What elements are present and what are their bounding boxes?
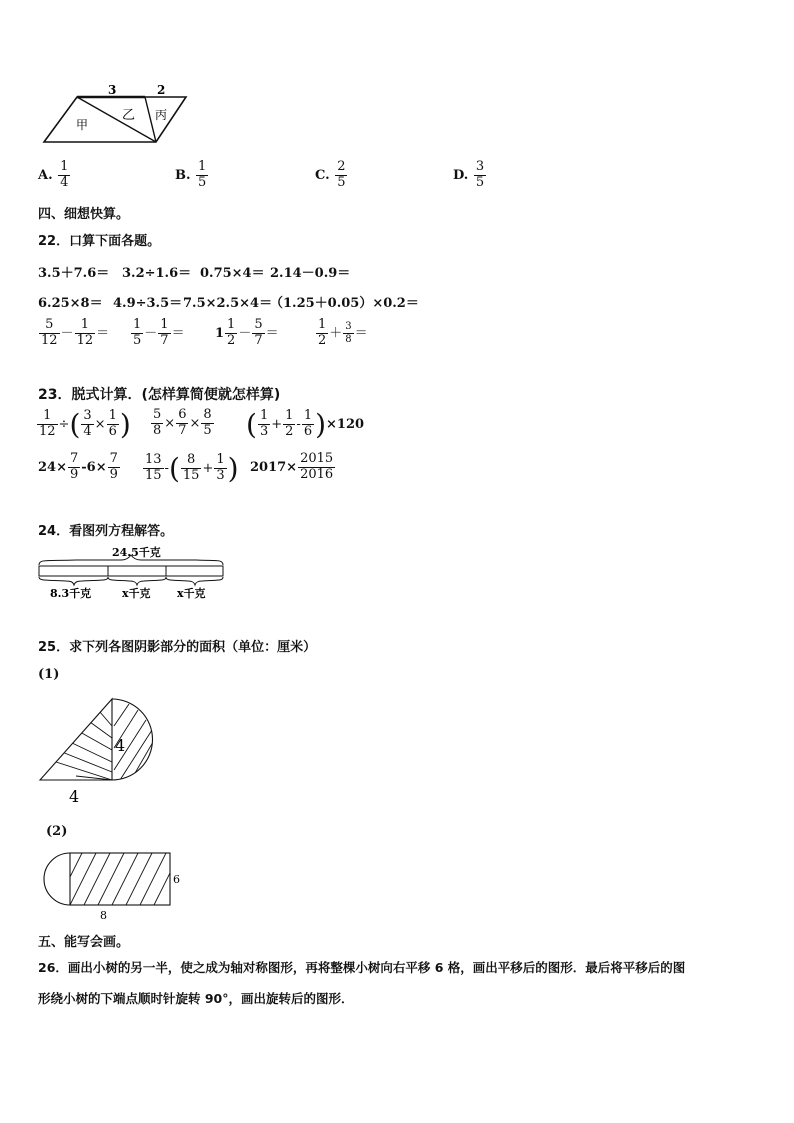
option-d[interactable]: D. $\frac{3}{5}$ bbox=[453, 159, 485, 190]
q22-r2-e2: 4.9÷3.5＝ bbox=[113, 296, 183, 311]
q23-e6: 2017× $\frac{2015}{2016}$ bbox=[250, 451, 334, 482]
region-jia: 甲 bbox=[76, 118, 89, 132]
q22-r2-e3: 7.5×2.5×4＝ bbox=[183, 296, 273, 311]
label-3: 3 bbox=[108, 83, 117, 97]
q25-p2-height-dim: 6 bbox=[173, 873, 180, 886]
q23-title: 23．脱式计算．(怎样算简便就怎样算) bbox=[38, 387, 281, 403]
q23-e4: 24× $\frac{7}{9}$ -6× $\frac{7}{9}$ bbox=[38, 451, 118, 482]
q25-figure-1 bbox=[36, 692, 166, 807]
q25-p1-side-dim: 4 bbox=[115, 736, 126, 755]
q26-line-1: 26．画出小树的另一半，使之成为轴对称图形，再将整棵小树向右平移 6 格，画出平移后的图形．最后将平移后的图 bbox=[38, 960, 686, 975]
q24-title: 24．看图列方程解答。 bbox=[38, 524, 174, 539]
option-a[interactable]: A. $\frac{1}{4}$ bbox=[38, 159, 69, 190]
q24-seg2-label: x千克 bbox=[122, 587, 151, 600]
q22-r1-e2: 3.2÷1.6＝ bbox=[122, 266, 192, 281]
q25-title: 25．求下列各图阴影部分的面积（单位：厘米） bbox=[38, 640, 317, 655]
q25-figure-2 bbox=[36, 848, 186, 923]
option-c[interactable]: C. $\frac{2}{5}$ bbox=[315, 159, 346, 190]
q26-line-2: 形绕小树的下端点顺时针旋转 90°，画出旋转后的图形． bbox=[38, 991, 354, 1006]
region-bing: 丙 bbox=[155, 108, 168, 122]
q24-bar-diagram bbox=[36, 545, 232, 605]
q25-p1-base-dim: 4 bbox=[69, 787, 80, 806]
q23-e3: ( $\frac{1}{3}$ + $\frac{1}{2}$ - $\frac{1}{6}$ )×120 bbox=[246, 408, 365, 441]
q22-r3-e3: 1 $\frac{1}{2}$ － $\frac{5}{7}$ ＝ bbox=[215, 317, 279, 348]
section-4-heading: 四、细想快算。 bbox=[38, 207, 130, 222]
q22-r1-e1: 3.5＋7.6＝ bbox=[38, 266, 110, 281]
q22-r3-e1: $\frac{5}{12}$ － $\frac{1}{12}$ ＝ bbox=[41, 317, 110, 348]
q24-total-label: 24.5千克 bbox=[112, 546, 161, 559]
q22-r2-e4: （1.25＋0.05）×0.2＝ bbox=[270, 296, 419, 311]
q22-r1-e4: 2.14－0.9＝ bbox=[270, 266, 351, 281]
q25-part2-label: (2) bbox=[46, 824, 68, 839]
region-yi: 乙 bbox=[122, 108, 136, 123]
q22-title: 22．口算下面各题。 bbox=[38, 234, 161, 249]
label-2: 2 bbox=[157, 83, 166, 97]
section-5-heading: 五、能写会画。 bbox=[38, 935, 130, 950]
q22-r2-e1: 6.25×8＝ bbox=[38, 296, 103, 311]
q24-seg1-label: 8.3千克 bbox=[50, 587, 92, 600]
q25-p2-width-dim: 8 bbox=[100, 909, 107, 922]
q22-r1-e3: 0.75×4＝ bbox=[200, 266, 265, 281]
q23-e1: $\frac{1}{12}$ ÷( $\frac{3}{4}$ × $\frac{1}{6}$ ) bbox=[39, 408, 131, 441]
parallelogram-figure bbox=[38, 82, 198, 146]
option-b[interactable]: B. $\frac{1}{5}$ bbox=[175, 159, 207, 190]
q24-seg3-label: x千克 bbox=[177, 587, 206, 600]
q23-e5: $\frac{13}{15}$ -( $\frac{8}{15}$ + $\frac{1}{3}$ ) bbox=[145, 452, 239, 485]
q25-part1-label: (1) bbox=[38, 667, 60, 682]
q23-e2: $\frac{5}{8}$ × $\frac{6}{7}$ × $\frac{8}{5}$ bbox=[153, 407, 212, 438]
q22-r3-e2: $\frac{1}{5}$ － $\frac{1}{7}$ ＝ bbox=[133, 317, 185, 348]
q22-r3-e4: $\frac{1}{2}$ ＋ $\frac{3}{8}$ ＝ bbox=[318, 317, 368, 348]
